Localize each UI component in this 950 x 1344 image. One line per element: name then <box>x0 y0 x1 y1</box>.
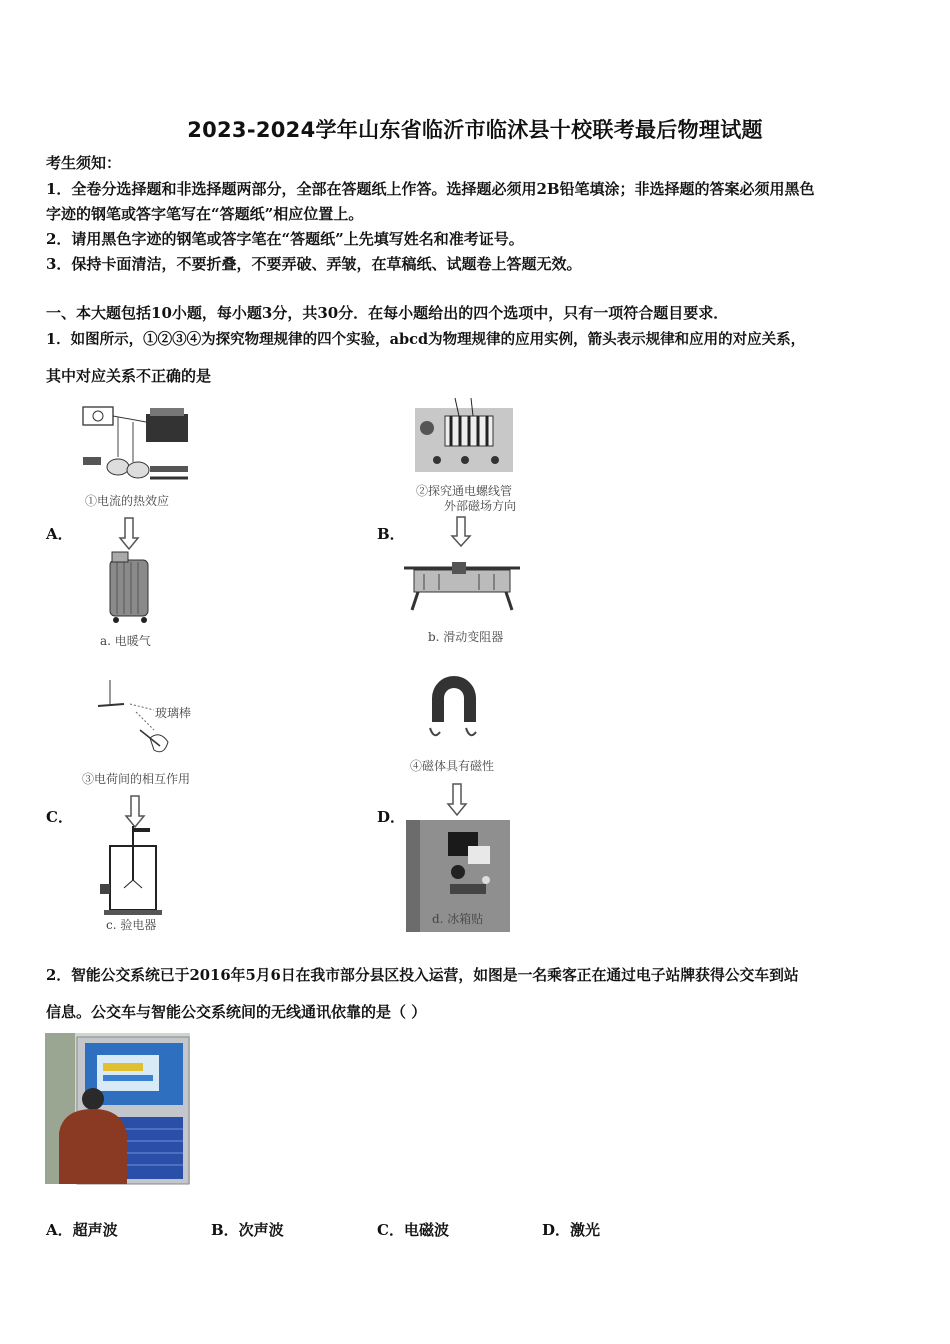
notice-item: 字迹的钢笔或答字笔写在“答题纸”相应位置上。 <box>46 205 364 223</box>
option-c-label: C． <box>46 808 73 826</box>
question-2-stem: 信息。公交车与智能公交系统间的无线通讯依靠的是（ ） <box>46 1003 427 1021</box>
application-caption: d. 冰箱贴 <box>432 912 484 926</box>
sliding-rheostat-image <box>404 560 520 614</box>
option-b[interactable]: B．次声波 <box>211 1221 284 1239</box>
option-a[interactable]: A．超声波 <box>46 1221 118 1239</box>
experiment-caption: ③电荷间的相互作用 <box>82 772 191 786</box>
experiment-caption: 外部磁场方向 <box>444 499 517 513</box>
down-arrow-icon <box>448 784 466 816</box>
glass-rod-label: 玻璃棒 <box>155 706 192 720</box>
down-arrow-icon <box>452 517 470 547</box>
heat-effect-experiment-image <box>78 402 198 490</box>
application-caption: c. 验电器 <box>106 918 157 932</box>
notice-heading: 考生须知： <box>46 154 122 172</box>
question-1-stem: 1．如图所示，①②③④为探究物理规律的四个实验，abcd为物理规律的应用实例，箭头表示规律和应用的对应关系， <box>46 331 806 348</box>
application-caption: a. 电暖气 <box>100 634 151 648</box>
application-caption: b. 滑动变阻器 <box>428 630 504 644</box>
down-arrow-icon <box>120 518 138 550</box>
option-a-label: A． <box>46 525 73 543</box>
question-2-stem: 2．智能公交系统已于2016年5月6日在我市部分县区投入运营，如图是一名乘客正在通过电子站牌获得公交车到站 <box>46 967 799 984</box>
experiment-caption: ④磁体具有磁性 <box>410 759 495 773</box>
page-title: 2023-2024学年山东省临沂市临沭县十校联考最后物理试题 <box>187 118 763 142</box>
notice-item: 1．全卷分选择题和非选择题两部分，全部在答题纸上作答。选择题必须用2B铅笔填涂；非选择题的答案必须用黑色 <box>46 180 815 198</box>
electric-heater-image <box>106 552 152 626</box>
option-d-label: D． <box>377 808 406 826</box>
option-b-label: B． <box>377 525 405 543</box>
experiment-caption: ①电流的热效应 <box>85 494 170 508</box>
bus-stop-photo <box>45 1033 190 1184</box>
electroscope-image <box>100 826 170 916</box>
option-c[interactable]: C．电磁波 <box>377 1221 449 1239</box>
option-d[interactable]: D．激光 <box>542 1221 601 1239</box>
section-heading: 一、本大题包括10小题，每小题3分，共30分．在每小题给出的四个选项中，只有一项符合题目要求． <box>46 304 729 322</box>
experiment-caption: ②探究通电螺线管 <box>416 484 513 498</box>
notice-item: 2．请用黑色字迹的钢笔或答字笔在“答题纸”上先填写姓名和准考证号。 <box>46 230 524 248</box>
magnet-experiment-image <box>426 672 482 752</box>
charge-interaction-experiment-image <box>90 680 200 772</box>
question-1-stem: 其中对应关系不正确的是 <box>46 367 212 385</box>
down-arrow-icon <box>126 796 144 828</box>
solenoid-experiment-image <box>415 398 515 474</box>
notice-item: 3．保持卡面清洁，不要折叠，不要弄破、弄皱，在草稿纸、试题卷上答题无效。 <box>46 255 582 273</box>
